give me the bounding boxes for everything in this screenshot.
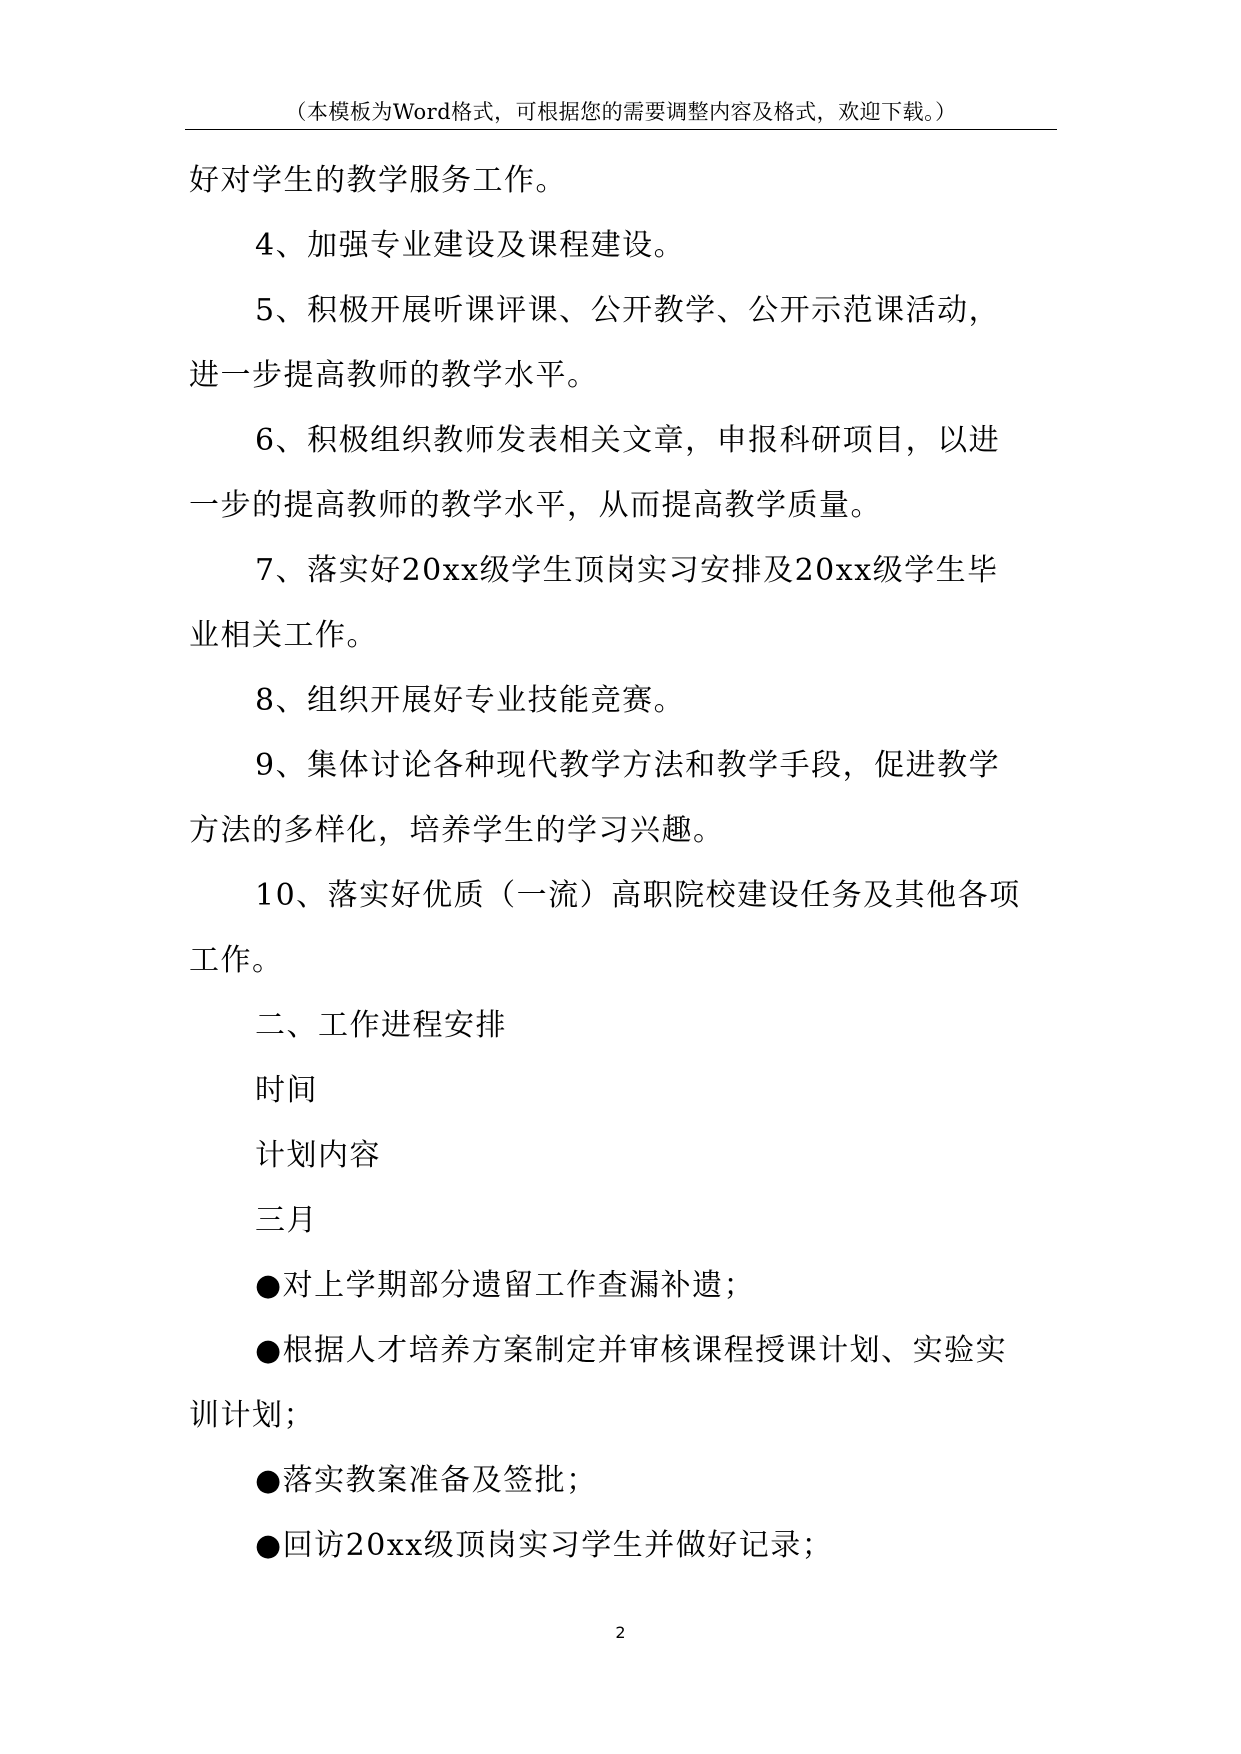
text-line: 5、积极开展听课评课、公开教学、公开示范课活动，	[255, 293, 1001, 328]
text-line: 计划内容	[255, 1138, 381, 1173]
text-line: 训计划；	[189, 1398, 315, 1433]
text-line: 好对学生的教学服务工作。	[189, 163, 567, 198]
text-line: ●对上学期部分遗留工作查漏补遗；	[255, 1268, 756, 1303]
text-line: 一步的提高教师的教学水平，从而提高教学质量。	[189, 488, 882, 523]
text-line: 二、工作进程安排	[255, 1008, 507, 1043]
text-line: ●落实教案准备及签批；	[255, 1463, 598, 1498]
text-line: 工作。	[189, 943, 284, 978]
text-line: 7、落实好20xx级学生顶岗实习安排及20xx级学生毕	[255, 553, 999, 588]
text-line: ●回访20xx级顶岗实习学生并做好记录；	[255, 1528, 834, 1563]
text-line: ●根据人才培养方案制定并审核课程授课计划、实验实	[255, 1333, 1008, 1368]
document-body	[189, 148, 1061, 1578]
text-line: 8、组织开展好专业技能竞赛。	[255, 683, 686, 718]
text-line: 4、加强专业建设及课程建设。	[255, 228, 686, 263]
text-line: 三月	[255, 1203, 318, 1238]
text-line: 6、积极组织教师发表相关文章，申报科研项目，以进	[255, 423, 1001, 458]
header-note: （本模板为Word格式，可根据您的需要调整内容及格式，欢迎下载。）	[285, 100, 957, 124]
text-line: 方法的多样化，培养学生的学习兴趣。	[189, 813, 725, 848]
text-line: 10、落实好优质（一流）高职院校建设任务及其他各项	[255, 878, 1021, 913]
text-line: 9、集体讨论各种现代教学方法和教学手段，促进教学	[255, 748, 1001, 783]
page-number: 2	[615, 1623, 626, 1642]
text-line: 时间	[255, 1073, 318, 1108]
text-line: 业相关工作。	[189, 618, 378, 653]
header-divider	[185, 129, 1057, 130]
text-line: 进一步提高教师的教学水平。	[189, 358, 599, 393]
